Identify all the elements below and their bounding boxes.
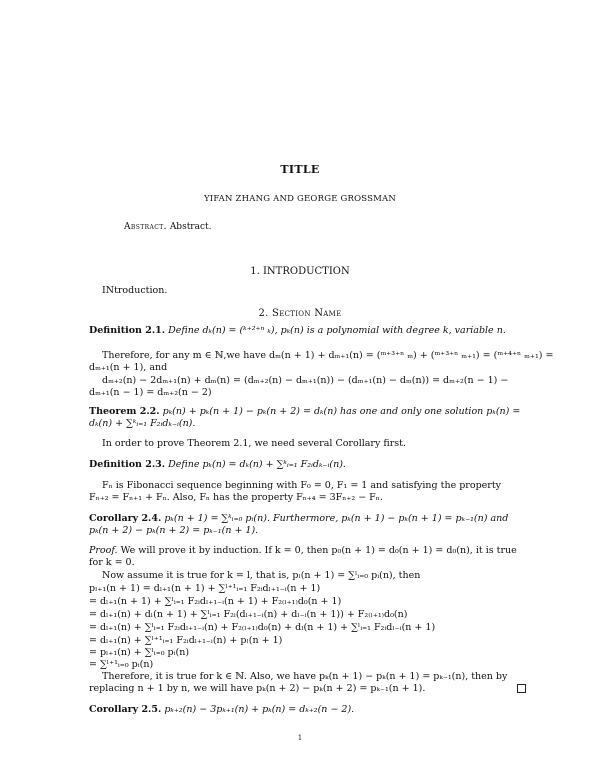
theorem-2-2-continued: dₖ(n) + ∑ᵏᵢ₌₁ F₂ᵢdₖ₋ᵢ(n). [89,418,196,429]
paragraph-line: Therefore, for any m ∈ ℕ,we have dₘ(n + 1) + dₘ₊₁(n) = (ᵐ⁺³⁺ⁿ ₘ) + (ᵐ⁺³⁺ⁿ ₘ₊₁) = (ᵐ⁺⁴⁺ⁿ ₘ₊₁) = [102,350,554,361]
paragraph-line: replacing n + 1 by n, we will have pₖ(n + 2) − pₖ(n + 2) = pₖ₋₁(n + 1). [89,683,426,694]
section-heading-introduction: 1. INTRODUCTION [250,266,350,277]
corollary-2-4-text: pₖ(n + 1) = ∑ᵏᵢ₌₀ pᵢ(n). Furthermore, pₖ(n + 1) − pₖ(n + 1) = pₖ₋₁(n) and [164,513,509,524]
equation-line: = dₗ₊₁(n) + dₗ(n + 1) + ∑ˡᵢ₌₁ F₂ᵢ(dₗ₊₁₋ᵢ(n) + dₗ₋ᵢ(n + 1)) + F₂₍ₗ₊₁₎d₀(n) [89,609,408,620]
paragraph-line: dₘ₊₂(n) − 2dₘ₊₁(n) + dₘ(n) = (dₘ₊₂(n) − dₘ₊₁(n)) − (dₘ₊₁(n) − dₘ(n)) = dₘ₊₂(n − 1) − [102,375,509,386]
corollary-2-5-text: pₖ₊₂(n) − 3pₖ₊₁(n) + pₖ(n) = dₖ₊₂(n − 2). [164,704,355,715]
paragraph-line: Fₙ is Fibonacci sequence beginning with F₀ = 0, F₁ = 1 and satisfying the property [102,480,501,491]
paragraph-line: Now assume it is true for k = l, that is, pₗ(n + 1) = ∑ˡᵢ₌₀ pᵢ(n), then [102,570,421,581]
equation-line: = dₗ₊₁(n) + ∑ˡᵢ₌₁ F₂ᵢdₗ₊₁₋ᵢ(n) + F₂₍ₗ₊₁₎d₀(n) + dₗ(n + 1) + ∑ˡᵢ₌₁ F₂ᵢdₗ₋ᵢ(n + 1) [89,622,436,633]
paragraph-line: dₘ₊₁(n + 1), and [89,362,168,373]
paper-authors: YIFAN ZHANG AND GEORGE GROSSMAN [203,194,397,204]
proof-line [89,545,525,557]
equation-line: = dₗ₊₁(n) + ∑ˡ⁺¹ᵢ₌₁ F₂ᵢdₗ₊₁₋ᵢ(n) + pₗ(n + 1) [89,635,283,646]
paper-title: TITLE [280,163,320,176]
paragraph-line: dₘ₊₁(n − 1) = dₘ₊₂(n − 2) [89,387,212,398]
definition-2-1-label: Definition 2.1. [89,325,166,336]
paragraph-line: Therefore, it is true for k ∈ ℕ. Also, we have pₖ(n + 1) − pₖ(n + 1) = pₖ₋₁(n), then by [102,671,508,682]
section-heading-2: 2. Section Name [258,308,342,319]
corollary-2-5-label: Corollary 2.5. [89,704,162,715]
corollary-2-4-label: Corollary 2.4. [89,513,162,524]
paragraph-line: Fₙ₊₂ = Fₙ₊₁ + Fₙ. Also, Fₙ has the property Fₙ₊₄ = 3Fₙ₊₂ − Fₙ. [89,492,383,503]
abstract-text: Abstract. [169,222,212,232]
paragraph-line: for k = 0. [89,557,135,568]
proof-text: We will prove it by induction. If k = 0, then p₀(n + 1) = d₀(n + 1) = d₀(n), it is true [120,545,517,556]
abstract-label: Abstract. [124,222,167,232]
proof-label: Proof. [89,545,118,556]
equation-line: = pₗ₊₁(n) + ∑ˡᵢ₌₀ pᵢ(n) [89,647,190,658]
equation-line: pₗ₊₁(n + 1) = dₗ₊₁(n + 1) + ∑ˡ⁺¹ᵢ₌₁ F₂ᵢdₗ₊₁₋ᵢ(n + 1) [89,583,321,594]
definition-2-3-text: Define pₖ(n) = dₖ(n) + ∑ᵏᵢ₌₁ F₂ᵢdₖ₋ᵢ(n). [168,459,346,470]
definition-2-1 [89,325,525,337]
definition-2-1-text: Define dₖ(n) = (ᵏ⁺²⁺ⁿ ₖ), pₖ(n) is a polynomial with degree k, variable n. [168,325,506,336]
qed-square-icon [517,684,526,693]
introduction-body: INtroduction. [102,285,168,296]
paragraph-line: In order to prove Theorem 2.1, we need several Corollary first. [102,438,406,449]
definition-2-3-label: Definition 2.3. [89,459,166,470]
equation-line: = ∑ˡ⁺¹ᵢ₌₀ pᵢ(n) [89,659,154,670]
page-number: 1 [297,734,303,742]
theorem-2-2-label: Theorem 2.2. [89,406,160,417]
definition-2-3 [89,459,525,471]
theorem-2-2 [89,406,525,418]
corollary-2-5 [89,704,525,716]
theorem-2-2-text: pₖ(n) + pₖ(n + 1) − pₖ(n + 2) = dₖ(n) has one and only one solution pₖ(n) = [162,406,521,417]
abstract [124,222,212,232]
corollary-2-4 [89,513,525,525]
equation-line: = dₗ₊₁(n + 1) + ∑ˡᵢ₌₁ F₂ᵢdₗ₊₁₋ᵢ(n + 1) + F₂₍ₗ₊₁₎d₀(n + 1) [89,596,342,607]
corollary-2-4-continued: pₖ(n + 2) − pₖ(n + 2) = pₖ₋₁(n + 1). [89,525,259,536]
